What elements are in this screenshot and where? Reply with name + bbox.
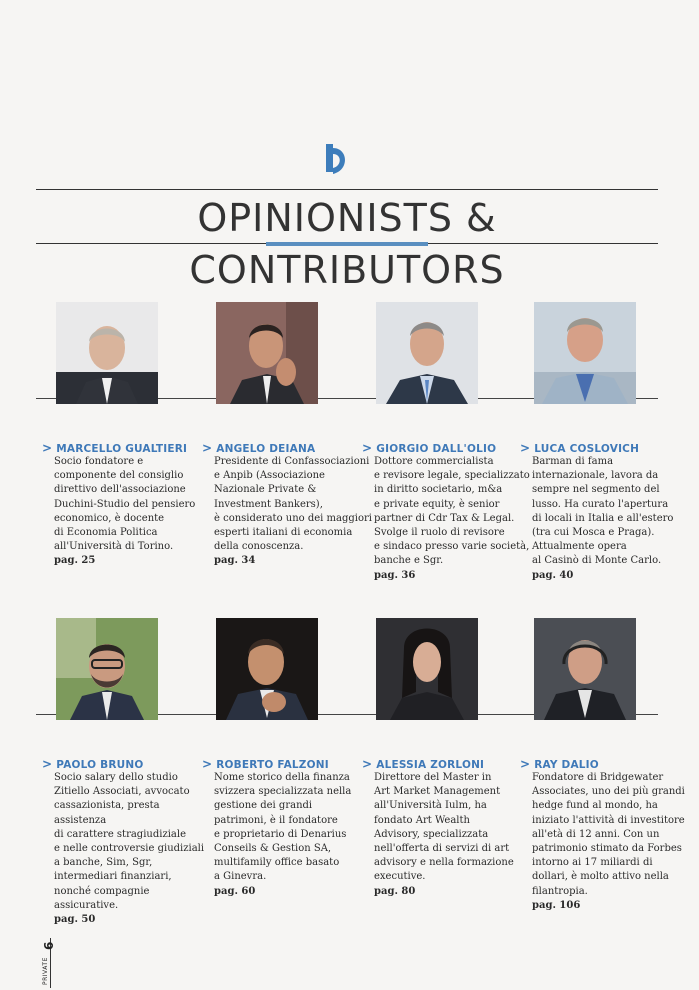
portrait-photo	[216, 302, 318, 404]
row2-line-segment	[318, 714, 376, 715]
contributor-name: > PAOLO BRUNO	[42, 757, 144, 771]
portrait-photo	[376, 302, 478, 404]
magazine-logo-icon	[324, 142, 352, 180]
contributor-bio: Fondatore di Bridgewater Associates, uno dei più grandi hedge fund al mondo, ha iniziato l'attività di investitore all'età di 12 anni. Con un patrimonio stimato da Forbes intorno ai 17 miliardi di dollari, è molto attivo nella filantropia. pag. 106	[532, 771, 692, 913]
chevron-right-icon: >	[362, 441, 373, 455]
magazine-name: PRIVATE	[42, 957, 49, 985]
row1-line-segment	[36, 398, 56, 399]
page-reference: pag. 40	[532, 569, 574, 581]
contributor-bio: Presidente di Confassociazioni e Anpib (Associazione Nazionale Private & Investment Bankers), è considerato uno dei maggiori esperti italiani di economia della conoscenza. pag. 34	[214, 455, 374, 569]
contributor-name: > MARCELLO GUALTIERI	[42, 441, 188, 455]
row2-line-segment	[36, 714, 56, 715]
chevron-right-icon: >	[362, 757, 373, 771]
portrait-photo	[216, 618, 318, 720]
contributor-bio: Socio salary dello studio Zitiello Associati, avvocato cassazionista, presta assistenza di carattere stragiudiziale e nelle controversie giudiziali a banche, Sim, Sgr, intermediari finanziari, nonché compagnie assicurative. pag. 50	[54, 771, 214, 927]
portrait-photo	[56, 618, 158, 720]
chevron-right-icon: >	[520, 757, 531, 771]
contributor-bio: Nome storico della finanza svizzera specializzata nella gestione dei grandi patrimoni, è il fondatore e proprietario di Denarius Conseils & Gestion SA, multifamily office basato a Ginevra. pag. 60	[214, 771, 374, 899]
row2-line-segment	[158, 714, 216, 715]
row1-line-segment	[318, 398, 376, 399]
contributor-name: > RAY DALIO	[520, 757, 599, 771]
page-title: OPINIONISTS & CONTRIBUTORS	[189, 196, 505, 292]
page-reference: pag. 80	[374, 885, 416, 897]
row1-line-segment	[478, 398, 534, 399]
portrait-photo	[56, 302, 158, 404]
row2-line-segment	[478, 714, 534, 715]
page-reference: pag. 60	[214, 885, 256, 897]
contributor-name: > ALESSIA ZORLONI	[362, 757, 485, 771]
contributor-name: > ANGELO DEIANA	[202, 441, 316, 455]
page-reference: pag. 36	[374, 569, 416, 581]
row1-line-segment	[636, 398, 658, 399]
page-number: 6	[42, 941, 56, 950]
contributor-bio: Direttore del Master in Art Market Management all'Università Iulm, ha fondato Art Wealth Advisory, specializzata nell'offerta di servizi di art advisory e nella formazione executive. pag. 80	[374, 771, 534, 899]
contributor-bio: Barman di fama internazionale, lavora da sempre nel segmento del lusso. Ha curato l'apertura di locali in Italia e all'estero (tra cui Mosca e Praga). Attualmente opera al Casinò di Monte Carlo. pag. 40	[532, 455, 692, 583]
contributor-name: > GIORGIO DALL'OLIO	[362, 441, 497, 455]
portrait-photo	[376, 618, 478, 720]
contributor-bio: Socio fondatore e componente del consiglio direttivo dell'associazione Duchini-Studio del pensiero economico, è docente di Economia Politica all'Università di Torino. pag. 25	[54, 455, 214, 569]
page-reference: pag. 25	[54, 555, 96, 567]
row1-line-segment	[158, 398, 216, 399]
header-rule-top	[36, 189, 658, 190]
title-accent-bar	[266, 242, 428, 246]
contributor-bio: Dottore commercialista e revisore legale, specializzato in diritto societario, m&a e private equity, è senior partner di Cdr Tax & Legal. Svolge il ruolo di revisore e sindaco presso varie società, banche e Sgr. pag. 36	[374, 455, 534, 583]
contributor-name: > ROBERTO FALZONI	[202, 757, 329, 771]
chevron-right-icon: >	[42, 441, 53, 455]
page-reference: pag. 106	[532, 899, 581, 911]
page-reference: pag. 34	[214, 555, 256, 567]
row2-line-segment	[636, 714, 658, 715]
chevron-right-icon: >	[202, 441, 213, 455]
chevron-right-icon: >	[520, 441, 531, 455]
portrait-photo	[534, 302, 636, 404]
contributor-name: > LUCA COSLOVICH	[520, 441, 640, 455]
chevron-right-icon: >	[42, 757, 53, 771]
page-reference: pag. 50	[54, 914, 96, 926]
portrait-photo	[534, 618, 636, 720]
chevron-right-icon: >	[202, 757, 213, 771]
